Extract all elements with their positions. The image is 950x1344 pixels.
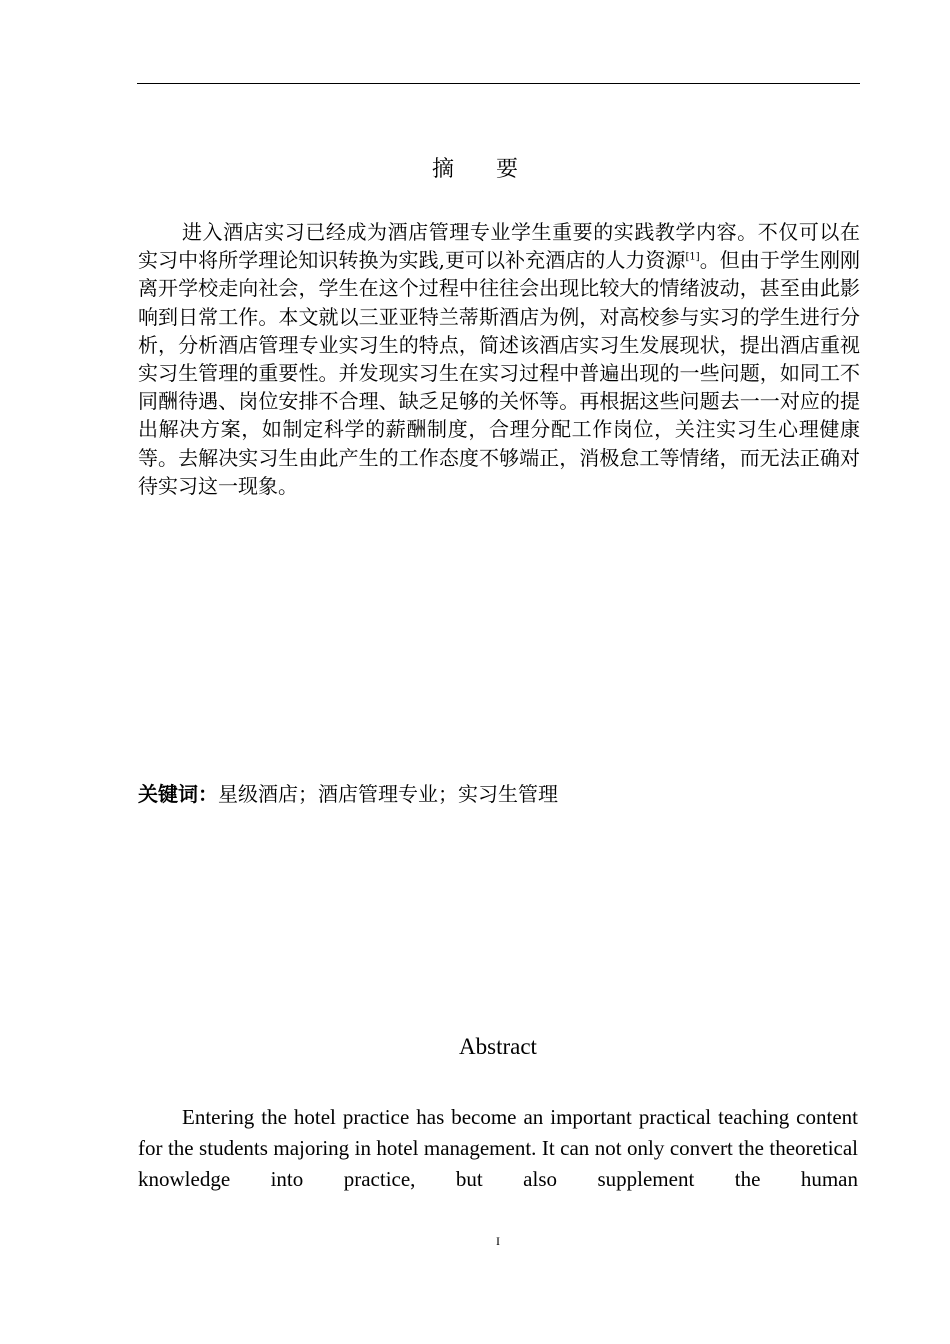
keywords-items: 星级酒店；酒店管理专业；实习生管理: [218, 782, 558, 806]
abstract-zh-title: [0, 152, 950, 183]
abstract-zh-title-char2: 要: [496, 157, 519, 182]
citation-ref[interactable]: [1]: [685, 251, 700, 263]
abstract-zh-body: [138, 218, 860, 500]
abstract-zh-title-char1: 摘: [431, 157, 454, 182]
page-number: I: [496, 1234, 500, 1248]
keywords-label: 关键词：: [138, 782, 218, 806]
abstract-zh-text-cont: 。但由于学生刚刚离开学校走向社会，学生在这个过程中往往会出现比较大的情绪波动，甚至由此影响到日常工作。本文就以三亚亚特兰蒂斯酒店为例，对高校参与实习的学生进行分析，分析酒店管理专业实习生的特点，简述该酒店实习生发展现状，提出酒店重视实习生管理的重要性。并发现实习生在实习过程中普遍出现的一些问题，如同工不同酬待遇、岗位安排不合理、缺乏足够的关怀等。再根据这些问题去一一对应的提出解决方案，如制定科学的薪酬制度，合理分配工作岗位，关注实习生心理健康等。去解决实习生由此产生的工作态度不够端正，消极怠工等情绪，而无法正确对待实习这一现象。: [138, 248, 860, 498]
abstract-zh-text: 进入酒店实习已经成为酒店管理专业学生重要的实践教学内容。不仅可以在实习中将所学理论知识转换为实践,更可以补充酒店的人力资源: [138, 220, 860, 273]
abstract-en-body: Entering the hotel practice has become an important practical teaching content for the students majoring in hotel management. It can not only convert the theoretical knowledge into practice, but also supplement the human: [138, 1105, 858, 1191]
abstract-en-title: Abstract: [459, 1034, 537, 1059]
keywords-line: [138, 780, 558, 808]
header-rule: [137, 83, 860, 84]
